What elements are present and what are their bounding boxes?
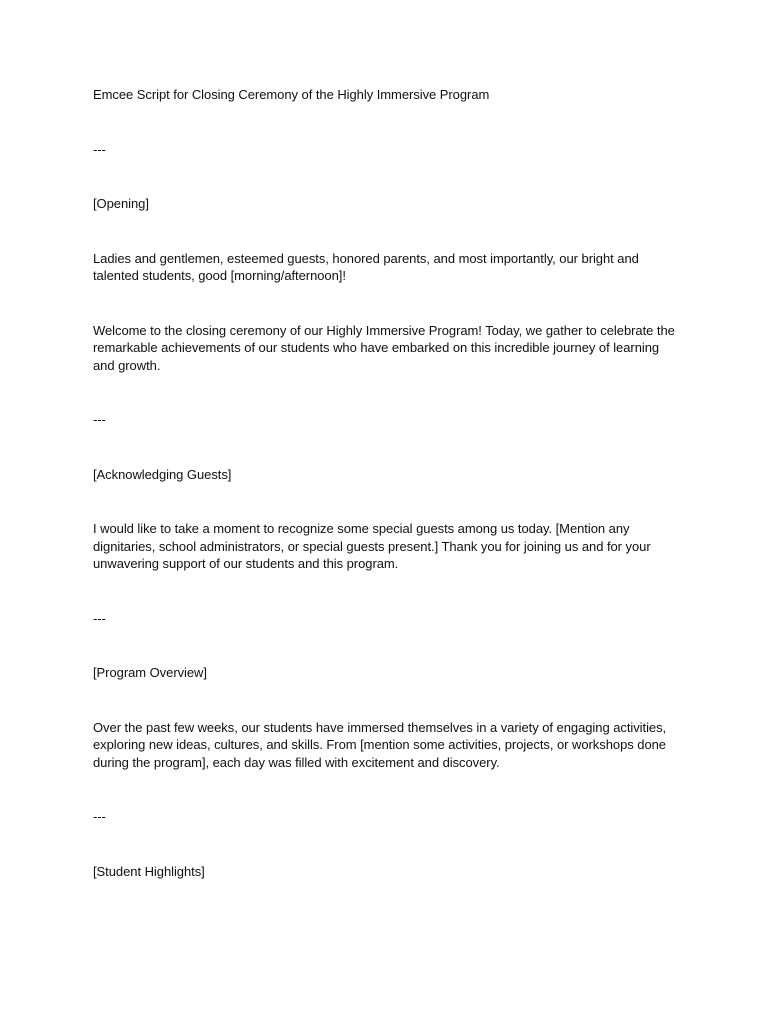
paragraph-opening-welcome: Welcome to the closing ceremony of our Highly Immersive Program! Today, we gather to celebrate the remarkable achievements of our students who have embarked on this incredible journey of learning and growth. xyxy=(93,322,675,373)
separator: --- xyxy=(93,809,106,824)
paragraph-opening-greeting: Ladies and gentlemen, esteemed guests, honored parents, and most importantly, our bright and talented students, good [morning/afternoon]! xyxy=(93,250,639,283)
paragraph-program-overview: Over the past few weeks, our students have immersed themselves in a variety of engaging activities, exploring new ideas, cultures, and skills. From [mention some activities, projects, or workshops done during the program], each day was filled with excitement and discovery. xyxy=(93,719,667,770)
separator: --- xyxy=(93,412,106,427)
separator: --- xyxy=(93,610,106,626)
separator: --- xyxy=(93,141,106,157)
paragraph-acknowledging-guests: I would like to take a moment to recognize some special guests among us today. [Mention any dignitaries, school administrators, or special guests present.] Thank you for joining us and for your unwavering support of our students and this program. xyxy=(93,521,651,571)
section-heading-opening: [Opening] xyxy=(93,196,149,211)
section-heading-student-highlights: [Student Highlights] xyxy=(93,863,205,879)
section-heading-acknowledging-guests: [Acknowledging Guests] xyxy=(93,466,232,482)
document-body xyxy=(93,86,683,880)
document-title: Emcee Script for Closing Ceremony of the Highly Immersive Program xyxy=(93,87,490,102)
section-heading-program-overview: [Program Overview] xyxy=(93,665,207,680)
